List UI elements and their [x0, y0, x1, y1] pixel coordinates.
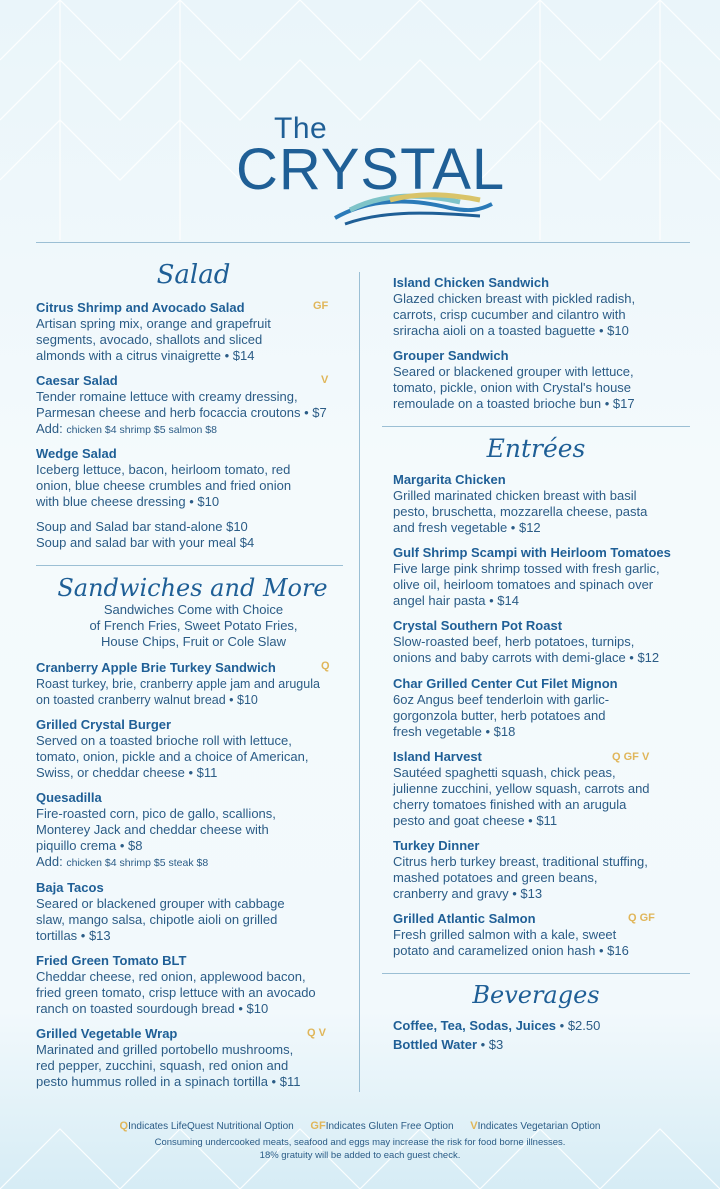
menu-item: Grilled Vegetable Wrap Marinated and grilled portobello mushrooms, red pepper, zucchini, squash, red onion and pesto hummus rolled in a spinach tortilla • $11: [36, 1026, 301, 1089]
salad-title: Salad: [156, 260, 231, 290]
menu-item: Wedge Salad Iceberg lettuce, bacon, heirloom tomato, red onion, blue cheese crumbles and fried onion with blue cheese dressing • $10: [36, 446, 292, 509]
beverage-line-2: Bottled Water • $3: [393, 1037, 504, 1052]
menu-item: Crystal Southern Pot Roast Slow-roasted beef, herb potatoes, turnips, onions and baby carrots with demi-glace • $12: [393, 618, 660, 665]
menu-item: Cranberry Apple Brie Turkey Sandwich Roast turkey, brie, cranberry apple jam and arugula on toasted cranberry walnut bread • $10: [36, 660, 320, 707]
sandwiches-title: Sandwiches and More: [57, 574, 328, 602]
menu-item: Fried Green Tomato BLT Cheddar cheese, red onion, applewood bacon, fried green tomato, crisp lettuce with an avocado ranch on toasted sourdough bread • $10: [36, 953, 316, 1016]
right-divider-2: [382, 973, 690, 974]
sandwiches-subtitle-2: of French Fries, Sweet Potato Fries,: [89, 618, 298, 633]
header-divider: [36, 242, 690, 243]
beverage-line-1: Coffee, Tea, Sodas, Juices • $2.50: [393, 1018, 601, 1033]
menu-item: Island Chicken Sandwich Glazed chicken breast with pickled radish, carrots, crisp cucumber and cilantro with sriracha aioli on a toasted baguette • $10: [393, 275, 636, 338]
column-divider: [359, 272, 360, 1092]
sandwiches-subtitle-1: Sandwiches Come with Choice: [103, 602, 284, 617]
logo-crystal: CRYSTAL: [236, 137, 506, 202]
menu-item: Quesadilla Fire-roasted corn, pico de gallo, scallions, Monterey Jack and cheddar cheese with piquillo crema • $8 Add: chicken $4 shrimp $5 steak $8: [36, 790, 276, 869]
menu-item: Grilled Crystal Burger Served on a toasted brioche roll with lettuce, tomato, onion, pickle and a choice of American, Swiss, or cheddar cheese • $11: [36, 717, 309, 780]
footer-gratuity: 18% gratuity will be added to each guest check.: [259, 1150, 461, 1161]
beverages-title: Beverages: [472, 981, 600, 1009]
soup-note-2: Soup and salad bar with your meal $4: [36, 535, 255, 550]
footer-warning: Consuming undercooked meats, seafood and eggs may increase the risk for food borne illnesses.: [154, 1137, 566, 1148]
soup-note-1: Soup and Salad bar stand-alone $10: [36, 519, 248, 534]
gf-tag: GF: [313, 300, 329, 312]
logo-the: The: [274, 112, 328, 145]
q-gf-v-tag: Q GF V: [612, 751, 650, 763]
menu-item: Turkey Dinner Citrus herb turkey breast, traditional stuffing, mashed potatoes and green beans, cranberry and gravy • $13: [393, 838, 648, 901]
menu-item: Char Grilled Center Cut Filet Mignon 6oz Angus beef tenderloin with garlic- gorgonzola butter, herb potatoes and fresh vegetable • $18: [393, 676, 618, 739]
right-divider-1: [382, 426, 690, 427]
menu-item: Island Harvest Sautéed spaghetti squash, chick peas, julienne zucchini, yellow squash, carrots and cherry tomatoes finished with an arugula pesto and goat cheese • $11: [393, 749, 650, 828]
sandwiches-subtitle-3: House Chips, Fruit or Cole Slaw: [101, 634, 286, 649]
menu-item: Caesar Salad Tender romaine lettuce with creamy dressing, Parmesan cheese and herb focaccia croutons • $7 Add: chicken $4 shrimp $5 salmon $8: [36, 373, 327, 436]
v-tag: V: [321, 374, 329, 386]
crystal-logo: [230, 112, 506, 222]
q-gf-tag: Q GF: [628, 912, 655, 924]
q-v-tag: Q V: [307, 1027, 326, 1039]
menu-item: Grouper Sandwich Seared or blackened grouper with lettuce, tomato, pickle, onion with Crystal's house remoulade on a toasted brioche bun • $17: [393, 348, 635, 411]
menu-item: Citrus Shrimp and Avocado Salad Artisan spring mix, orange and grapefruit segments, avocado, shallots and sliced almonds with a citrus vinaigrette • $14: [36, 300, 271, 363]
entrees-title: Entrées: [486, 434, 586, 463]
menu-item: Baja Tacos Seared or blackened grouper with cabbage slaw, mango salsa, chipotle aioli on grilled tortillas • $13: [36, 880, 285, 943]
menu-item: Grilled Atlantic Salmon Fresh grilled salmon with a kale, sweet potato and caramelized onion hash • $16: [393, 911, 629, 958]
legend: QIndicates LifeQuest Nutritional Option GFIndicates Gluten Free Option VIndicates Vegetarian Option: [119, 1120, 601, 1132]
wave-icon: [330, 190, 495, 230]
menu-item: Margarita Chicken Grilled marinated chicken breast with basil pesto, bruschetta, mozzarella cheese, pasta and fresh vegetable • $12: [393, 472, 648, 535]
salad-divider: [36, 565, 343, 566]
q-tag: Q: [321, 660, 330, 672]
menu-item: Gulf Shrimp Scampi with Heirloom Tomatoes Five large pink shrimp tossed with fresh garlic, olive oil, heirloom tomatoes and spinach over angel hair pasta • $14: [393, 545, 671, 608]
